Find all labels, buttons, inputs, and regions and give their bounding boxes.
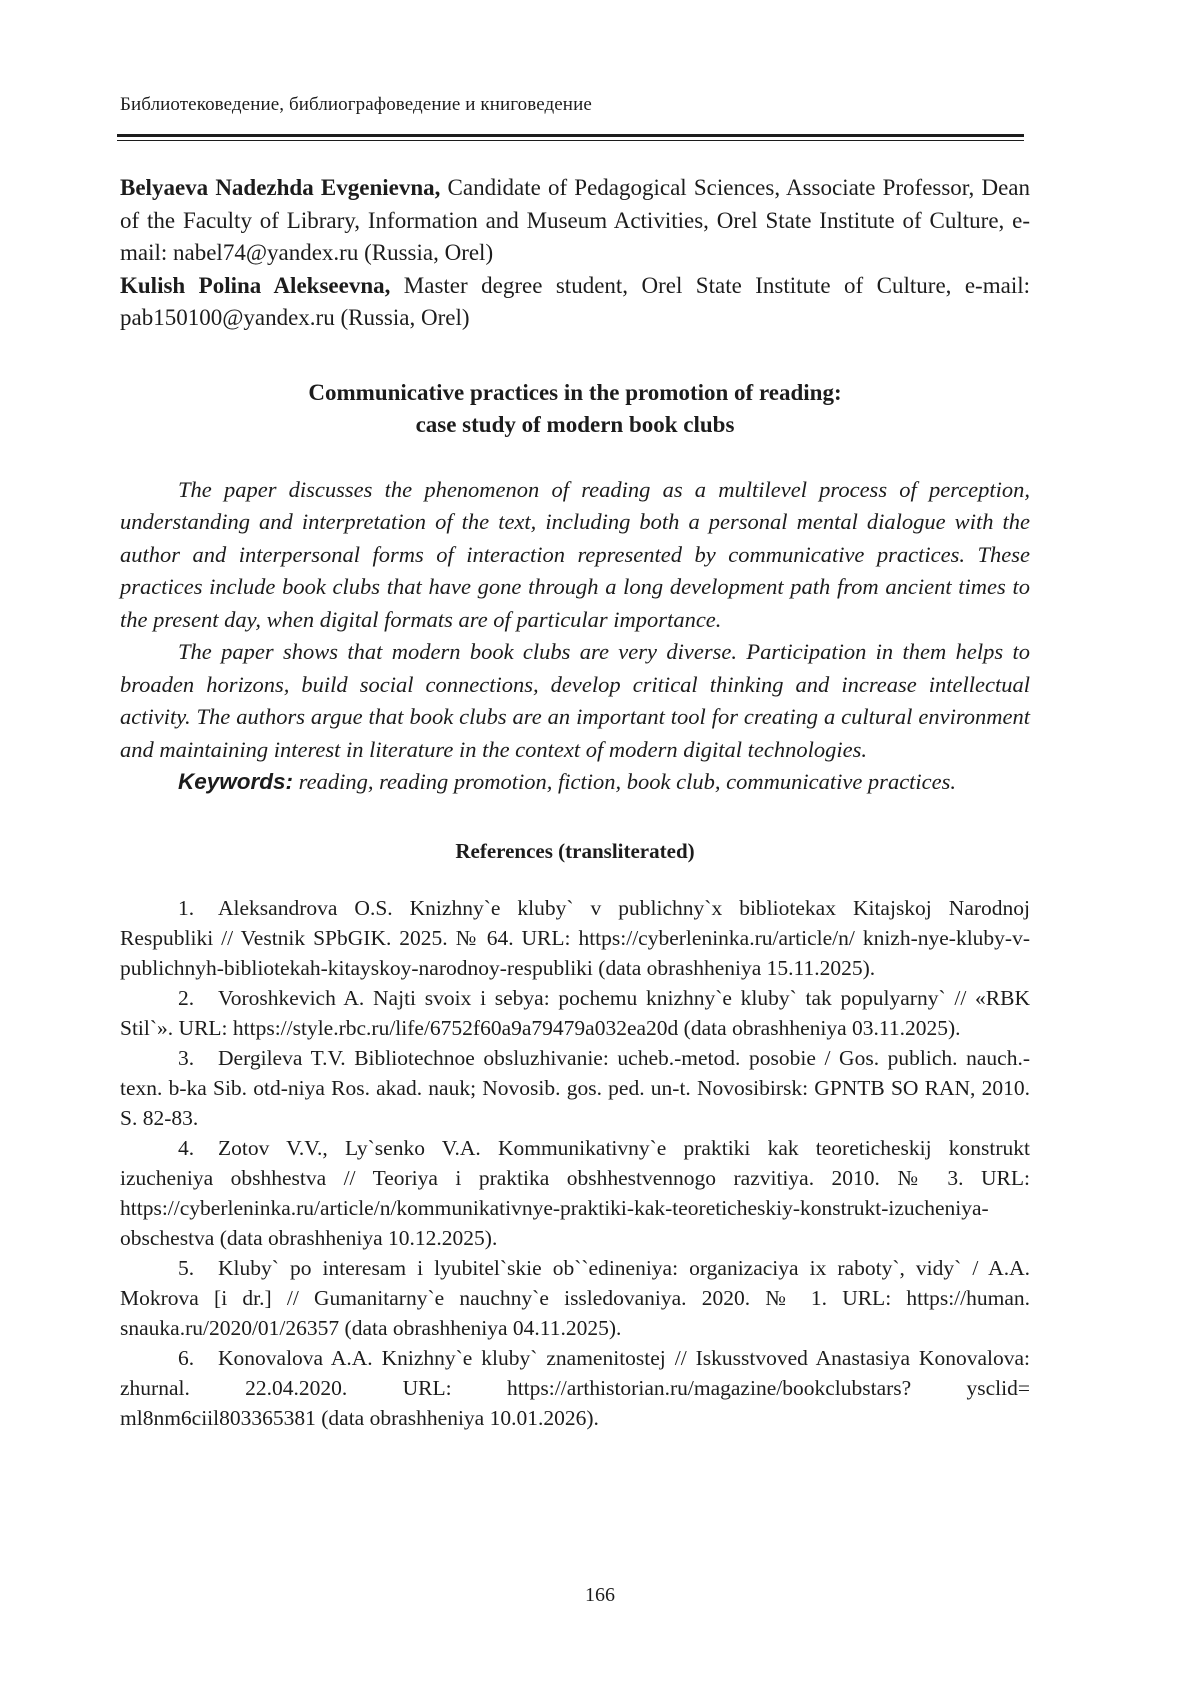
reference-number: 1.	[178, 895, 195, 920]
article-title-line-2: case study of modern book clubs	[415, 412, 735, 437]
reference-number: 4.	[178, 1135, 195, 1160]
abstract	[120, 474, 1030, 799]
reference-item	[120, 1133, 1030, 1253]
reference-item	[120, 1043, 1030, 1133]
references-heading: References (transliterated)	[455, 838, 695, 863]
reference-number: 3.	[178, 1045, 195, 1070]
keywords-label: Keywords:	[178, 769, 294, 794]
keywords-list: reading, reading promotion, fiction, book club, communicative practices.	[293, 769, 957, 794]
reference-item	[120, 983, 1030, 1043]
article-content	[120, 172, 1030, 1433]
header-rule-thin	[117, 140, 1024, 141]
author-details-1: Candidate of Pedagogical Sciences, Associate Professor, Dean of the Faculty of Library, Information and Museum Activities, Orel State Institute of Culture, e-mail: nabel74@yandex.ru (Russia, Orel)	[120, 175, 1030, 265]
page-number: 166	[585, 1584, 615, 1606]
article-title-line-1: Communicative practices in the promotion of reading:	[308, 379, 842, 405]
abstract-paragraph-1: The paper discusses the phenomenon of reading as a multilevel process of perception, understanding and interpretation of the text, including both a personal mental dialogue with the author and interpersonal forms of interaction represented by communicative practices. These practices include book clubs that have gone through a long development path from ancient times to the present day, when digital formats are of particular importance.	[120, 476, 1030, 632]
author-info-1	[120, 172, 1030, 270]
author-name-2: Kulish Polina Alekseevna,	[120, 272, 391, 298]
keywords	[120, 766, 1030, 799]
author-details-2: Master degree student, Orel State Institute of Culture, e-mail: pab150100@yandex.ru (Russia, Orel)	[120, 272, 1030, 330]
reference-text: Kluby` po interesam i lyubitel`skie ob``edineniya: organizaciya ix raboty`, vidy` / A.A. Mokrova [i dr.] // Gumanitarny`e nauchny`e issledovaniya. 2020. № 1. URL: https://human. snauka.ru/2020/01/26357 (data obrashheniya 04.11.2025).	[120, 1255, 1030, 1340]
author-info-2	[120, 270, 1030, 335]
reference-text: Voroshkevich A. Najti svoix i sebya: pochemu knizhny`e kluby` tak populyarny` // «RBK Stil`». URL: https://style.rbc.ru/life/6752f60a9a79479a032ea20d (data obrashheniya 03.11.2025).	[120, 985, 1030, 1040]
abstract-paragraph-2: The paper shows that modern book clubs are very diverse. Participation in them helps to broaden horizons, build social connections, develop critical thinking and increase intellectual activity. The authors argue that book clubs are an important tool for creating a cultural environment and maintaining interest in literature in the context of modern digital technologies.	[120, 639, 1030, 762]
reference-item	[120, 1343, 1030, 1433]
article-title	[120, 377, 1030, 442]
reference-item	[120, 1253, 1030, 1343]
reference-number: 6.	[178, 1345, 195, 1370]
running-head: Библиотековедение, библиографоведение и книговедение	[120, 94, 592, 115]
reference-number: 2.	[178, 985, 195, 1010]
author-name-1: Belyaeva Nadezhda Evgenievna,	[120, 175, 441, 200]
reference-text: Aleksandrova O.S. Knizhny`e kluby` v publichny`x bibliotekax Kitajskoj Narodnoj Respubliki // Vestnik SPbGIK. 2025. № 64. URL: https://cyberleninka.ru/article/n/ knizh-nye-kluby-v-publichnyh-bibliotekah-kitayskoy-narodnoy-respubliki (data obrashheniya 15.11.2025).	[120, 895, 1030, 980]
reference-number: 5.	[178, 1255, 195, 1280]
reference-text: Konovalova A.A. Knizhny`e kluby` znamenitostej // Iskusstvoved Anastasiya Konovalova: zhurnal. 22.04.2020. URL: https://arthistorian.ru/magazine/bookclubstars? ysclid= ml8nm6ciil803365381 (data obrashheniya 10.01.2026).	[120, 1345, 1030, 1430]
reference-text: Zotov V.V., Ly`senko V.A. Kommunikativny`e praktiki kak teoreticheskij konstrukt izucheniya obshhestva // Teoriya i praktika obshhestvennogo razvitiya. 2010. № 3. URL: https://cyberleninka.ru/article/n/kommunikativnye-praktiki-kak-teoreticheskiy-konstrukt-izucheniya-obschestva (data obrashheniya 10.12.2025).	[120, 1135, 1030, 1250]
reference-item	[120, 893, 1030, 983]
references-list	[120, 893, 1030, 1433]
reference-text: Dergileva T.V. Bibliotechnoe obsluzhivanie: ucheb.-metod. posobie / Gos. publich. nauch.-texn. b-ka Sib. otd-niya Ros. akad. nauk; Novosib. gos. ped. un-t. Novosibirsk: GPNTB SO RAN, 2010. S. 82-83.	[120, 1045, 1030, 1130]
header-rule-thick	[117, 134, 1024, 137]
